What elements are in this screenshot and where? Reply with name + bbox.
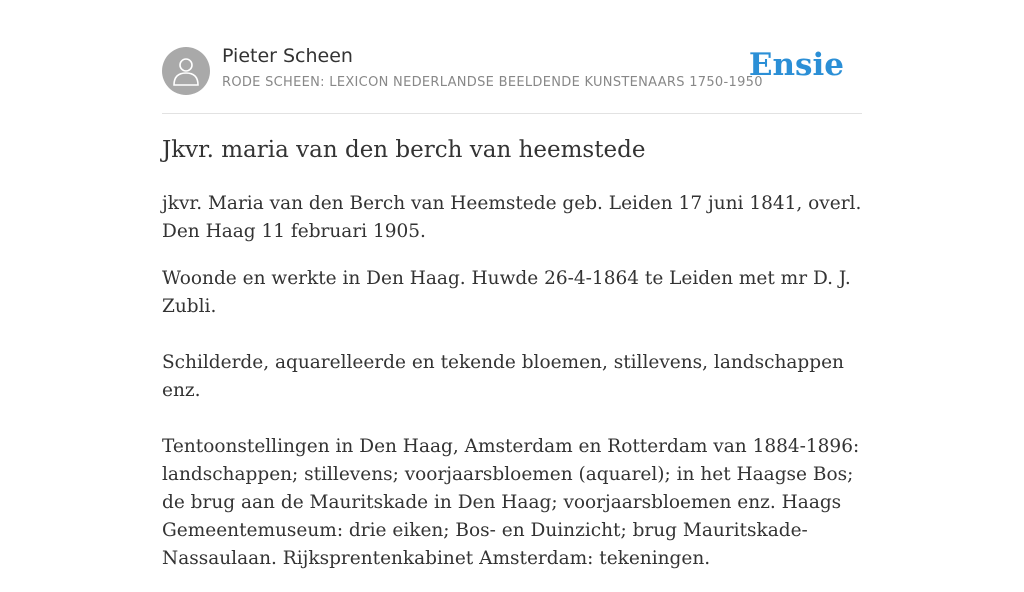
- paragraph-residence: Woonde en werkte in Den Haag. Huwde 26-4-1864 te Leiden met mr D. J. Zubli.: [162, 268, 851, 317]
- author-header: [162, 0, 862, 114]
- user-silhouette-icon: [172, 56, 200, 86]
- brand-logo[interactable]: Ensie: [748, 47, 844, 83]
- paragraph-work: Schilderde, aquarelleerde en tekende bloemen, stillevens, landschappen enz.: [162, 352, 844, 401]
- article-page: [162, 0, 862, 569]
- paragraph-birth: jkvr. Maria van den Berch van Heemstede geb. Leiden 17 juni 1841, overl. Den Haag 11 februari 1905.: [162, 193, 862, 242]
- article-body: [162, 190, 862, 592]
- avatar[interactable]: [162, 47, 210, 95]
- author-name[interactable]: Pieter Scheen: [222, 45, 353, 67]
- paragraph-exhibitions: Tentoonstellingen in Den Haag, Amsterdam en Rotterdam van 1884-1896: landschappen; stillevens; voorjaarsbloemen (aquarel); in het Haagse Bos; de brug aan de Mauritskade in Den Haag; voorjaarsbloemen enz. Haags Gemeentemuseum: drie eiken; Bos- en Duinzicht; brug Mauritskade-Nassaulaan. Rijksprentenkabinet Amsterdam: tekeningen.: [162, 436, 860, 569]
- page-title: Jkvr. maria van den berch van heemstede: [162, 137, 646, 163]
- source-title[interactable]: RODE SCHEEN: LEXICON NEDERLANDSE BEELDENDE KUNSTENAARS 1750-1950: [222, 75, 763, 90]
